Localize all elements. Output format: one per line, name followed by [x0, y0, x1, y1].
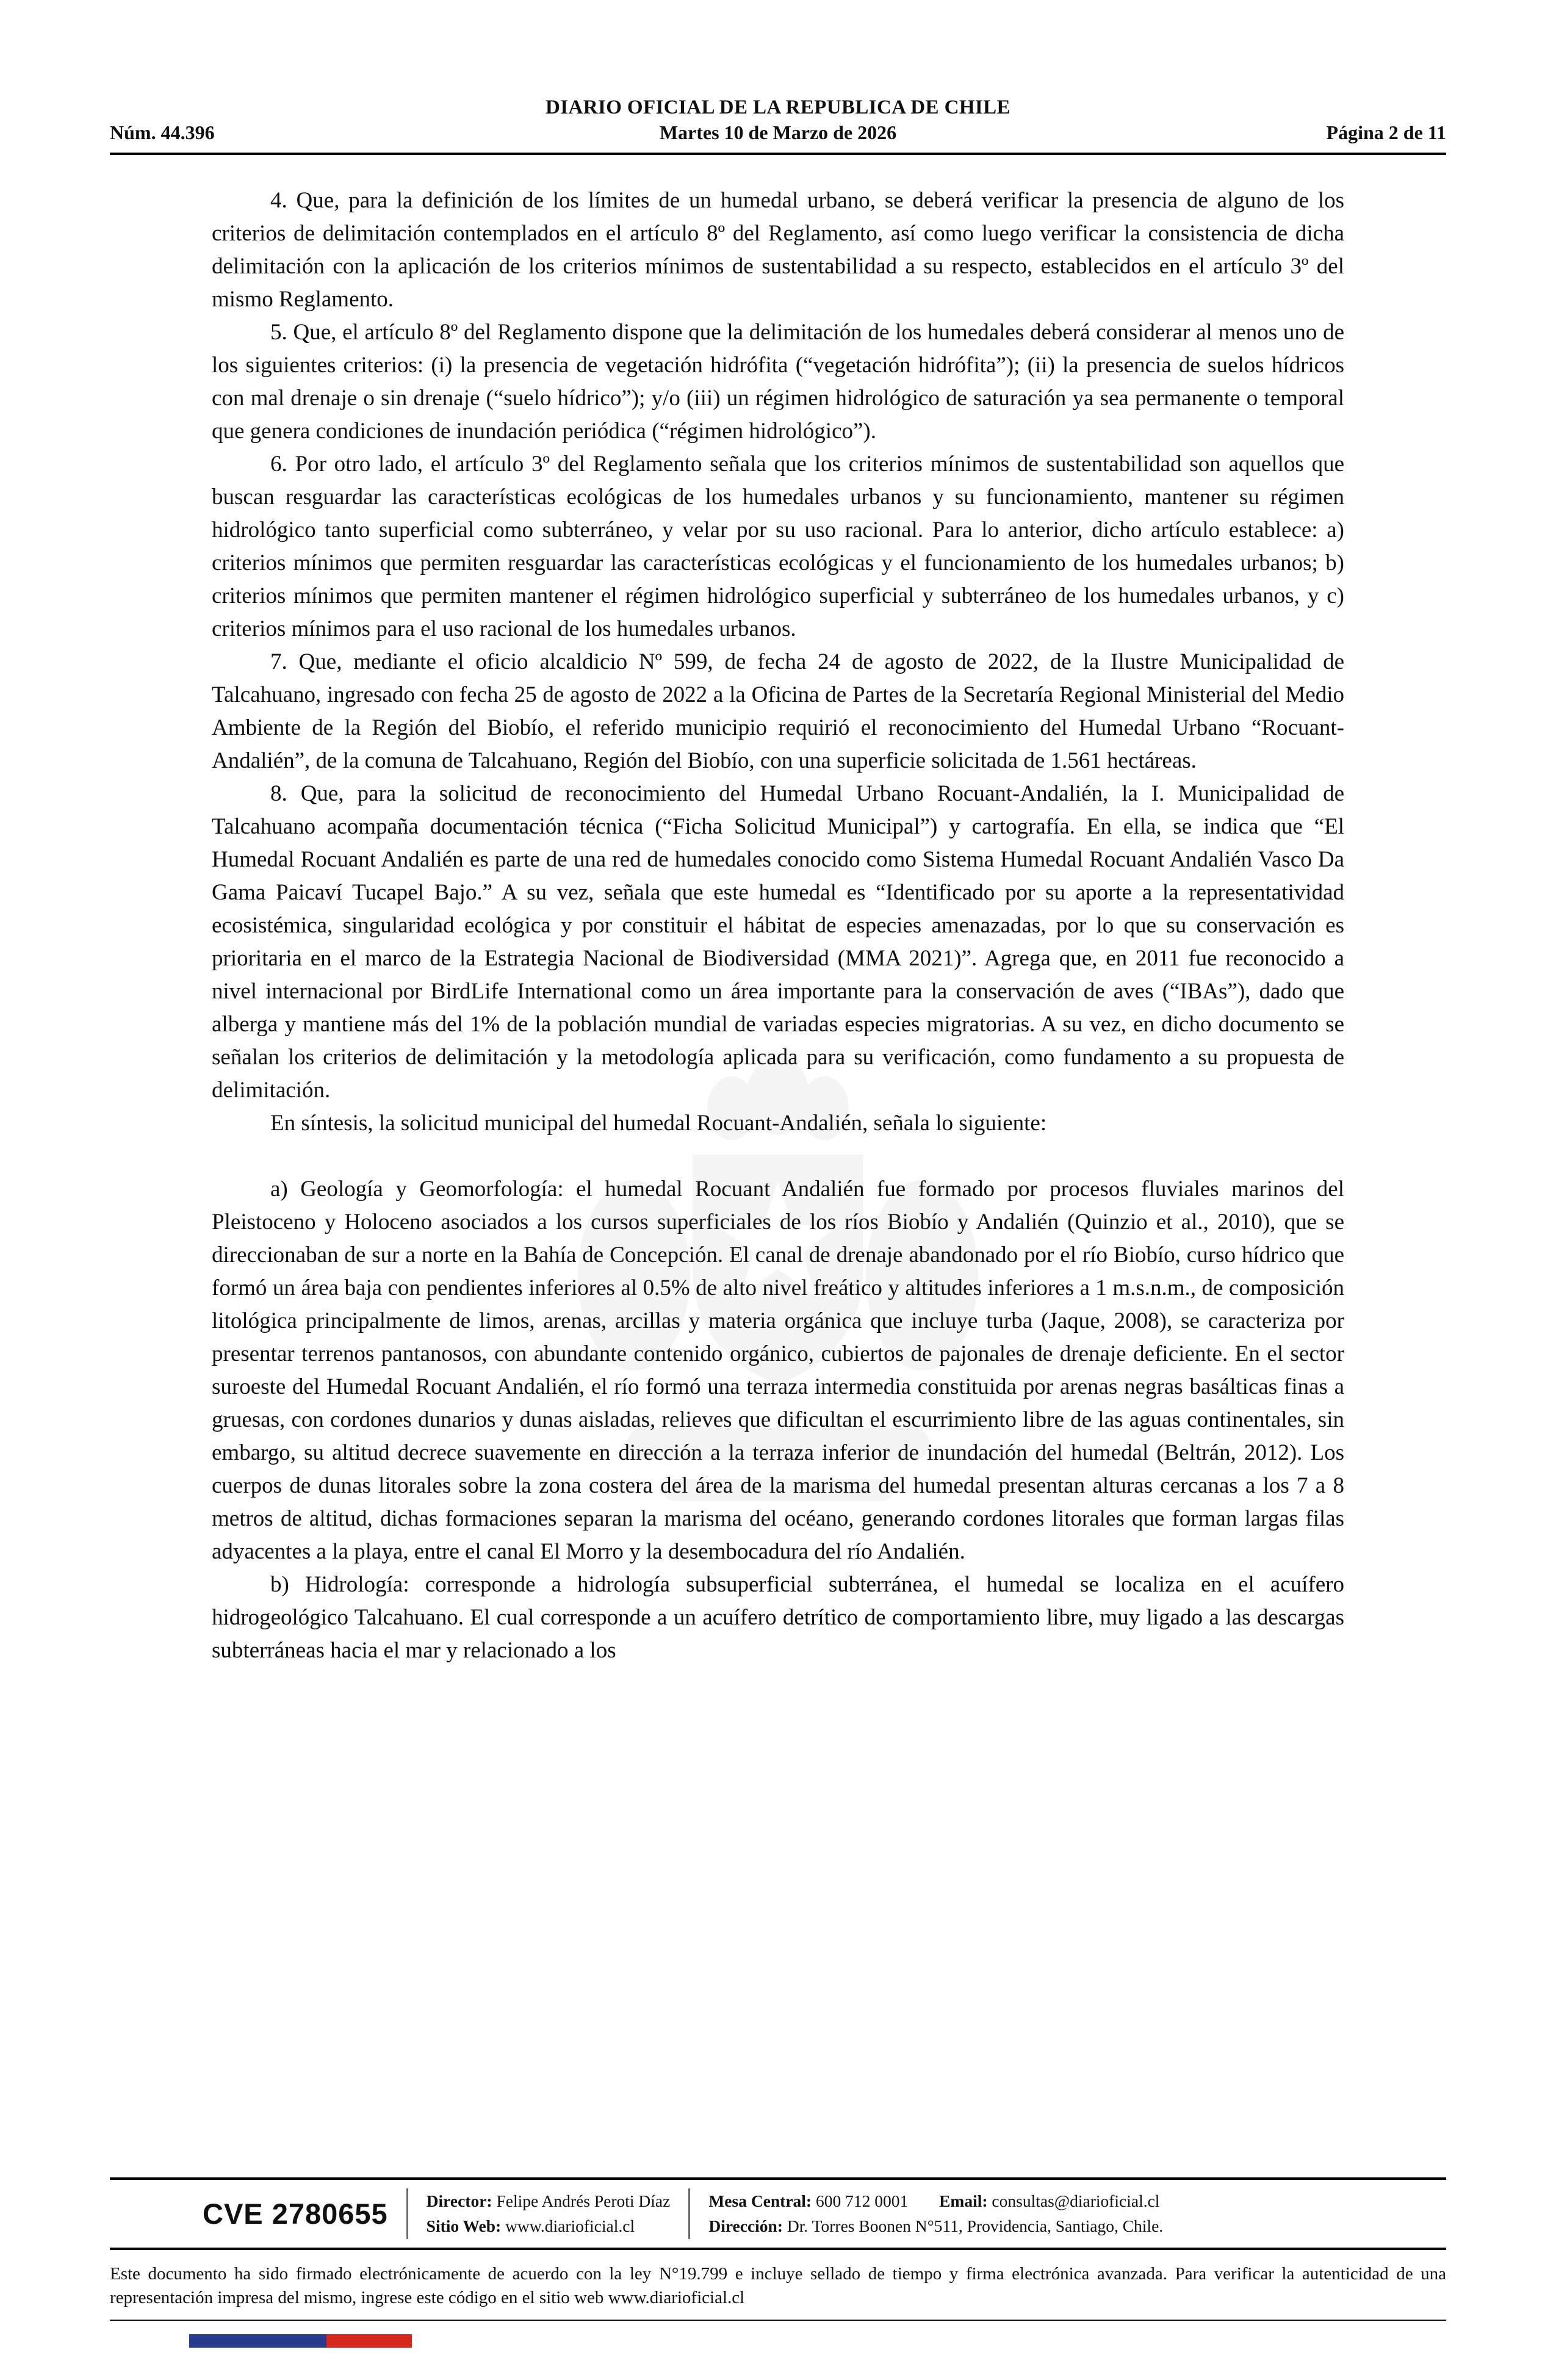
header-row — [110, 96, 1446, 144]
footer-divider-1 — [406, 2188, 408, 2239]
footer-director-column — [427, 2188, 671, 2239]
paragraph-8: 8. Que, para la solicitud de reconocimiento del Humedal Urbano Rocuant-Andalién, la I. Municipalidad de Talcahuano acompaña documentación técnica (“Ficha Solicitud Municipal”) y cartografía. En ella, se indica que “El Humedal Rocuant Andalién es parte de una red de humedales conocido como Sistema Humedal Rocuant Andalién Vasco Da Gama Paicaví Tucapel Bajo.” A su vez, señala que este humedal es “Identificado por su aporte a la representatividad ecosistémica, singularidad ecológica y por constituir el hábitat de especies amenazadas, por lo que su conservación es prioritaria en el marco de la Estrategia Nacional de Biodiversidad (MMA 2021)”. Agrega que, en 2011 fue reconocido a nivel internacional por BirdLife International como un área importante para la conservación de aves (“IBAs”), dado que alberga y mantiene más del 1% de la población mundial de variadas especies migratorias. A su vez, en dicho documento se señalan los criterios de delimitación y la metodología aplicada para su verificación, como fundamento a su propuesta de delimitación. — [212, 781, 1344, 1103]
bottom-rule — [110, 2320, 1446, 2321]
page-header — [0, 0, 1556, 155]
mesa-central-value: 600 712 0001 — [815, 2191, 909, 2210]
paragraph-4: 4. Que, para la definición de los límites de un humedal urbano, se deberá verificar la presencia de alguno de los criterios de delimitación contemplados en el artículo 8º del Reglamento, así como luego verificar la consistencia de dicha delimitación con la aplicación de los criterios mínimos de sustentabilidad a su respecto, establecidos en el artículo 3º del mismo Reglamento. — [212, 188, 1344, 312]
director-line — [427, 2188, 671, 2213]
director-value: Felipe Andrés Peroti Díaz — [496, 2191, 671, 2210]
issue-number: Núm. 44.396 — [110, 121, 215, 143]
sitio-web-label: Sitio Web: — [426, 2216, 502, 2236]
sitio-web-value: www.diarioficial.cl — [505, 2216, 635, 2236]
brand-flag-bar — [189, 2334, 412, 2348]
paragraph-hidrologia: b) Hidrología: corresponde a hidrología subsuperficial subterránea, el humedal se localiza en el acuífero hidrogeológico Talcahuano. El cual corresponde a un acuífero detrítico de comportamiento libre, muy ligado a las descargas subterráneas hacia el mar y relacionado a los — [212, 1572, 1344, 1663]
gazette-title: DIARIO OFICIAL DE LA REPUBLICA DE CHILE — [546, 96, 1010, 118]
paragraph-geologia: a) Geología y Geomorfología: el humedal Rocuant Andalién fue formado por procesos fluviales marinos del Pleistoceno y Holoceno asociados a los cursos superficiales de los ríos Biobío y Andalién (Quinzio et al., 2010), que se direccionaban de sur a norte en la Bahía de Concepción. El canal de drenaje abandonado por el río Biobío, curso hídrico que formó un área baja con pendientes inferiores al 0.5% de alto nivel freático y altitudes inferiores a 1 m.s.n.m., de composición litológica principalmente de limos, arenas, arcillas y materia orgánica que incluye turba (Jaque, 2008), se caracteriza por presentar terrenos pantanosos, con abundante contenido orgánico, cubiertos de pajonales de drenaje deficiente. En el sector suroeste del Humedal Rocuant Andalién, el río formó una terraza intermedia constituida por arenas negras basálticas finas a gruesas, con cordones dunarios y dunas aisladas, relieves que dificultan el escurrimiento libre de las aguas continentales, sin embargo, su altitud decrece suavemente en dirección a la terraza inferior de inundación del humedal (Beltrán, 2012). Los cuerpos de dunas litorales sobre la zona costera del área de la marisma del humedal presentan alturas cercanas a los 7 a 8 metros de altitud, dichas formaciones separan la marisma del océano, generando cordones litorales que forman largas filas adyacentes a la playa, entre el canal El Morro y la desembocadura del río Andalién. — [212, 1177, 1344, 1564]
paragraph-7: 7. Que, mediante el oficio alcaldicio Nº 599, de fecha 24 de agosto de 2022, de la Ilustre Municipalidad de Talcahuano, ingresado con fecha 25 de agosto de 2022 a la Oficina de Partes de la Secretaría Regional Ministerial del Medio Ambiente de la Región del Biobío, el referido municipio requirió el reconocimiento del Humedal Urbano “Rocuant-Andalién”, de la comuna de Talcahuano, Región del Biobío, con una superficie solicitada de 1.561 hectáreas. — [212, 649, 1344, 773]
legal-disclaimer: Este documento ha sido firmado electrónicamente de acuerdo con la ley N°19.799 e incluye sellado de tiempo y firma electrónica avanzada. Para verificar la autenticidad de una representación impresa del mismo, ingrese este código en el sitio web www.diarioficial.cl — [110, 2263, 1446, 2307]
mesa-central-line — [708, 2188, 1163, 2213]
paragraph-6: 6. Por otro lado, el artículo 3º del Reglamento señala que los criterios mínimos de sustentabilidad son aquellos que buscan resguardar las características ecológicas de los humedales urbanos y su funcionamiento, mantener su régimen hidrológico tanto superficial como subterráneo, y velar por su uso racional. Para lo anterior, dicho artículo establece: a) criterios mínimos que permiten resguardar las características ecológicas y el funcionamiento de los humedales urbanos; b) criterios mínimos que permiten mantener el régimen hidrológico superficial y subterráneo de los humedales urbanos, y c) criterios mínimos para el uso racional de los humedales urbanos. — [212, 452, 1344, 641]
header-rule — [110, 153, 1446, 155]
flag-blue-segment — [189, 2334, 326, 2348]
page-number: Página 2 de 11 — [1326, 121, 1446, 143]
gazette-date: Martes 10 de Marzo de 2026 — [659, 121, 897, 143]
sitio-web-line — [427, 2213, 671, 2238]
mesa-central-label: Mesa Central: — [708, 2191, 812, 2210]
document-body — [212, 184, 1344, 1667]
footer-info-box — [110, 2177, 1446, 2250]
email-value: consultas@diarioficial.cl — [992, 2191, 1160, 2210]
cve-code: CVE 2780655 — [203, 2197, 388, 2230]
email-label: Email: — [939, 2191, 988, 2210]
footer-contact-column — [708, 2188, 1163, 2239]
paragraph-sintesis: En síntesis, la solicitud municipal del humedal Rocuant-Andalién, señala lo siguiente: — [270, 1111, 1047, 1136]
page-footer — [110, 2177, 1446, 2348]
direccion-value: Dr. Torres Boonen N°511, Providencia, Santiago, Chile. — [787, 2216, 1164, 2236]
direccion-line — [708, 2213, 1163, 2238]
masthead — [372, 96, 1184, 144]
direccion-label: Dirección: — [708, 2216, 783, 2236]
flag-red-segment — [326, 2334, 412, 2348]
director-label: Director: — [426, 2191, 492, 2210]
footer-divider-2 — [688, 2188, 690, 2239]
paragraph-5: 5. Que, el artículo 8º del Reglamento dispone que la delimitación de los humedales deberá considerar al menos uno de los siguientes criterios: (i) la presencia de vegetación hidrófita (“vegetación hidrófita”); (ii) la presencia de suelos hídricos con mal drenaje o sin drenaje (“suelo hídrico”); y/o (iii) un régimen hidrológico de saturación ya sea permanente o temporal que genera condiciones de inundación periódica (“régimen hidrológico”). — [212, 320, 1344, 444]
